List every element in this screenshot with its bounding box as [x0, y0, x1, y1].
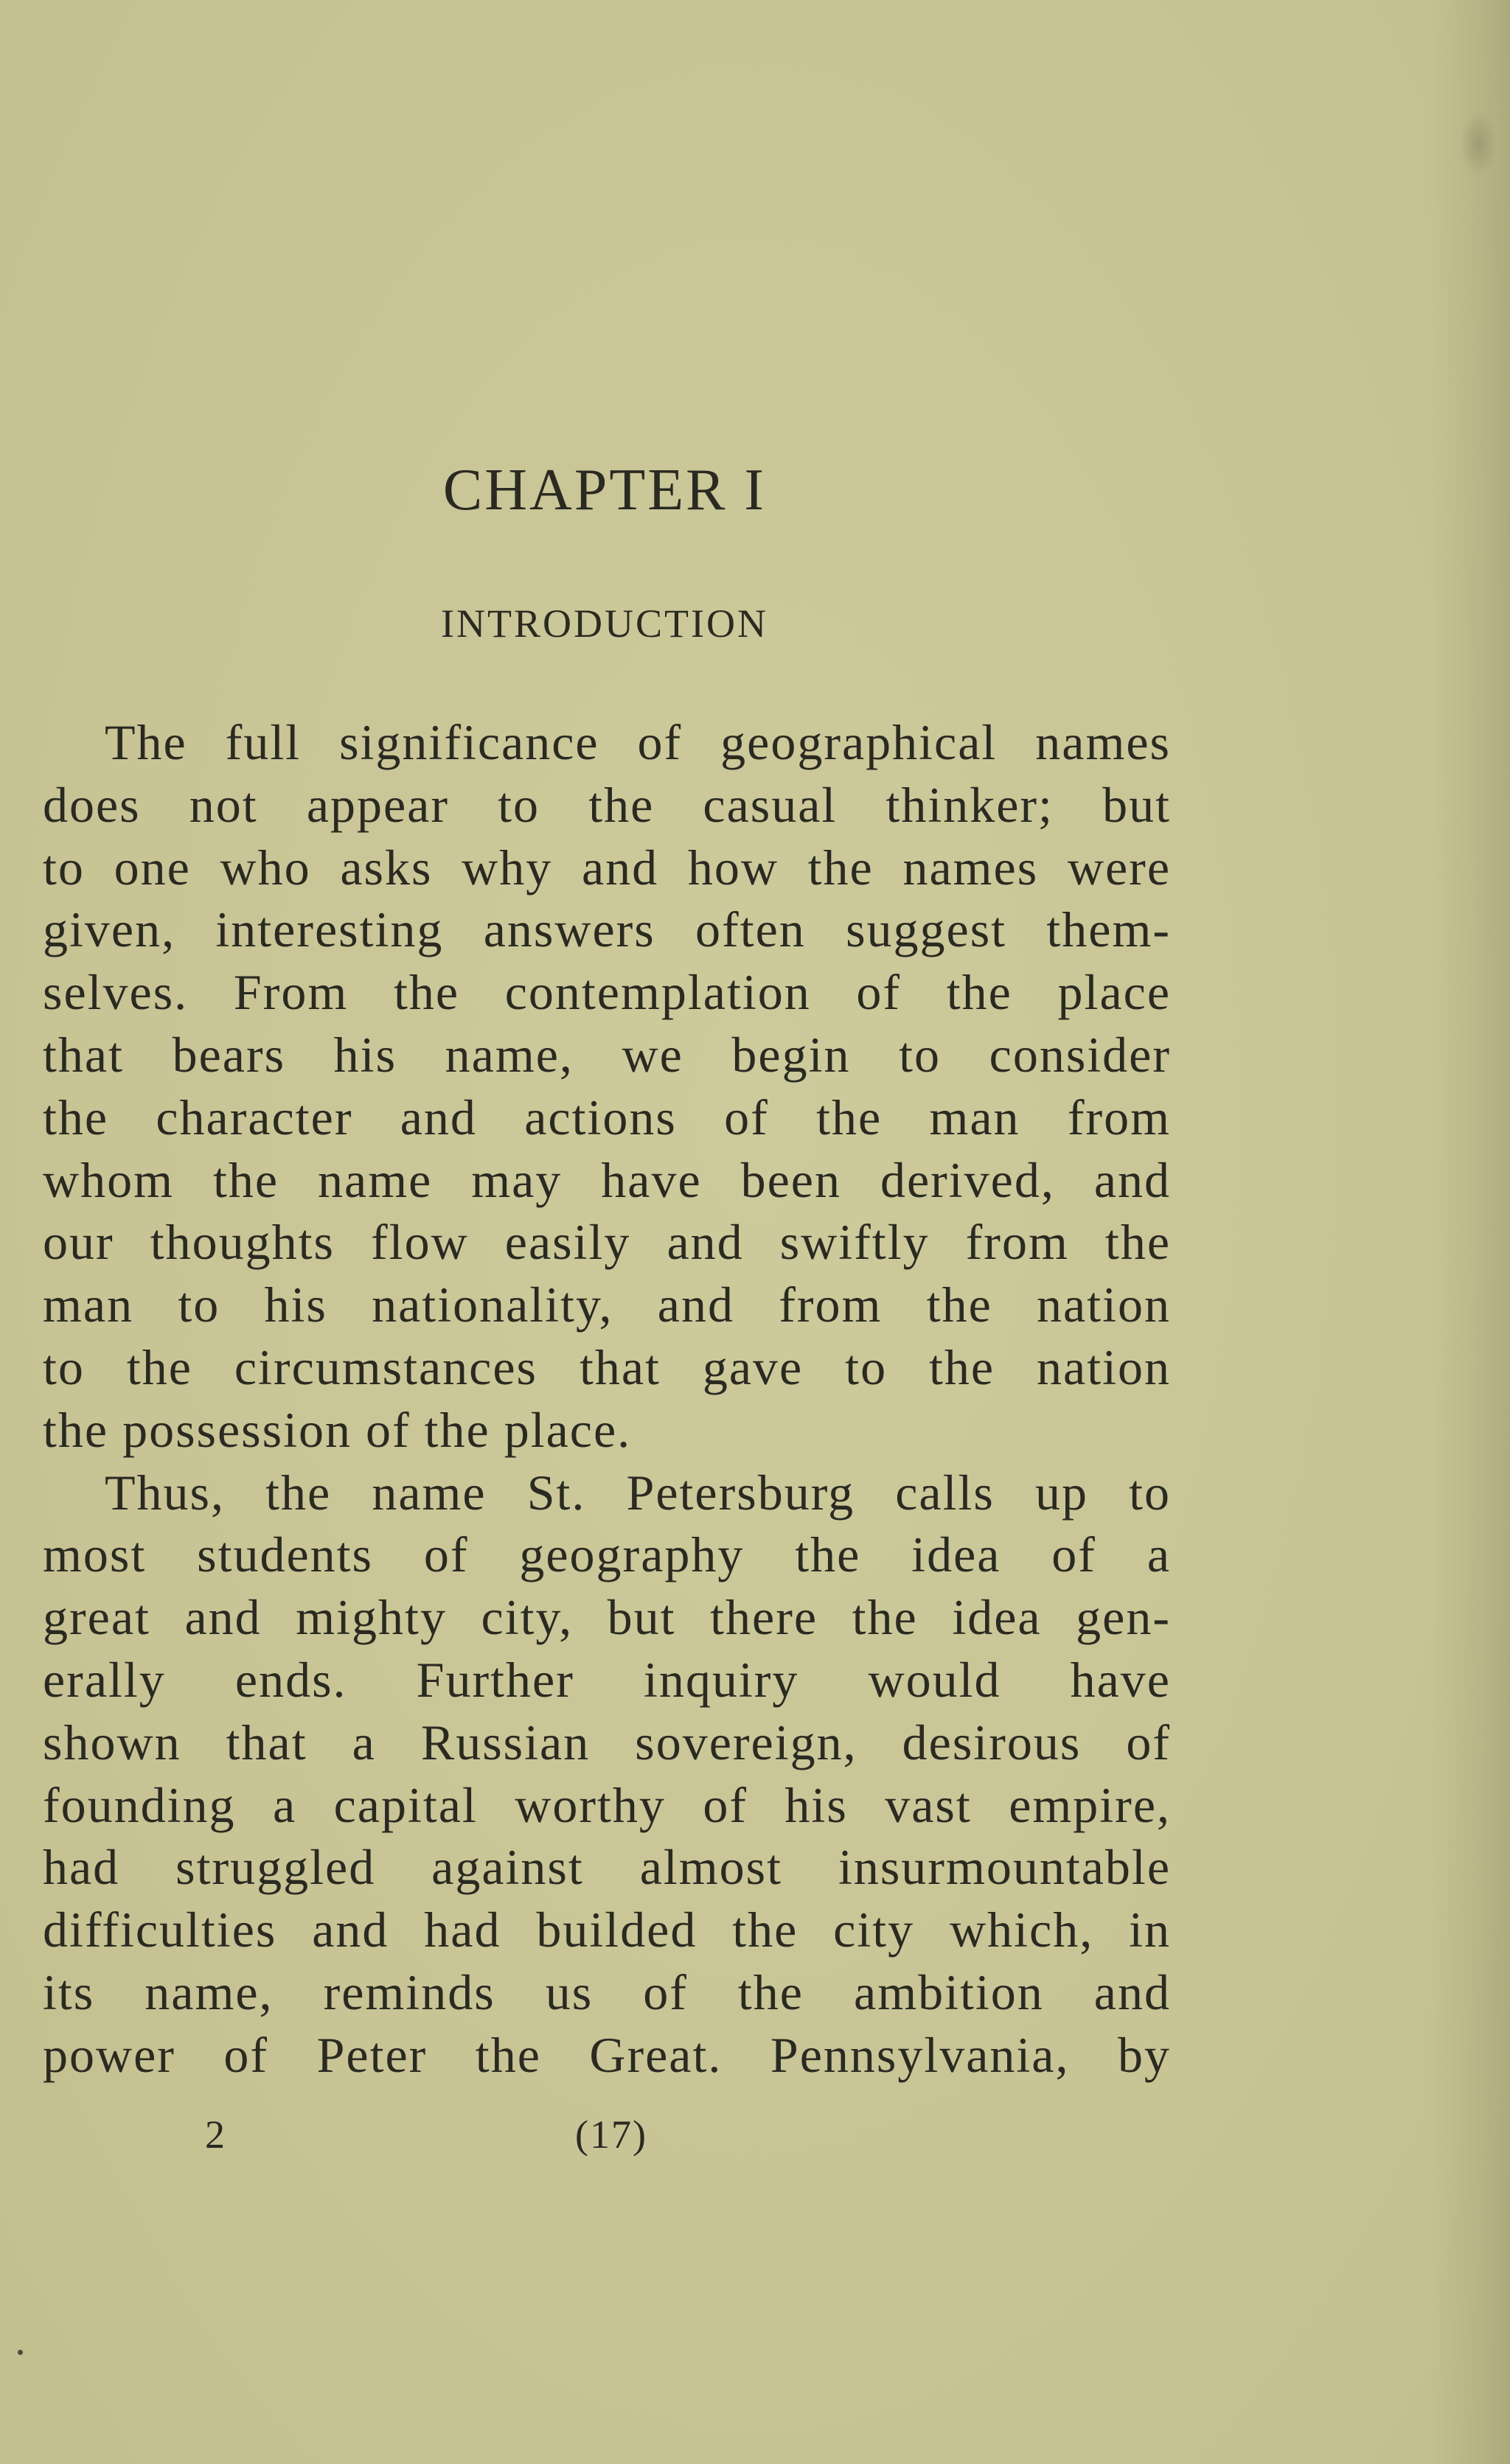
- page-edge-mark: [1460, 111, 1497, 177]
- text-line: does not appear to the casual thinker; but: [43, 776, 1171, 833]
- text-line: Thus, the name St. Petersburg calls up to: [105, 1464, 1171, 1521]
- text-line: power of Peter the Great. Pennsylvania, by: [43, 2026, 1171, 2083]
- text-line: selves. From the contemplation of the place: [43, 964, 1171, 1021]
- body-text: [43, 711, 1171, 2087]
- text-line: the character and actions of the man from: [43, 1089, 1171, 1145]
- text-line: had struggled against almost insurmountable: [43, 1839, 1171, 1896]
- text-line: that bears his name, we begin to consider: [43, 1026, 1171, 1083]
- text-line: shown that a Russian sovereign, desirous of: [43, 1714, 1171, 1770]
- text-line: its name, reminds us of the ambition and: [43, 1964, 1171, 2020]
- text-line: man to his nationality, and from the nation: [43, 1277, 1171, 1333]
- text-line: erally ends. Further inquiry would have: [43, 1651, 1171, 1708]
- text-line: to one who asks why and how the names were: [43, 839, 1171, 896]
- text-line: most students of geography the idea of a: [43, 1526, 1171, 1583]
- text-line: to the circumstances that gave to the nation: [43, 1339, 1171, 1395]
- text-line: The full significance of geographical names: [105, 714, 1171, 770]
- text-line: the possession of the place.: [43, 1401, 632, 1458]
- text-line: given, interesting answers often suggest them-: [43, 901, 1171, 958]
- text-line: our thoughts flow easily and swiftly from the: [43, 1214, 1171, 1271]
- page-speck: [18, 2350, 23, 2355]
- page-edge-shadow: [1429, 0, 1510, 2464]
- section-title: INTRODUCTION: [441, 601, 768, 646]
- signature-mark: 2: [205, 2112, 226, 2157]
- text-line: difficulties and had builded the city which, in: [43, 1902, 1171, 1958]
- text-line: founding a capital worthy of his vast empire,: [43, 1776, 1171, 1833]
- page-number: (17): [575, 2112, 647, 2157]
- text-line: whom the name may have been derived, and: [43, 1151, 1171, 1208]
- text-line: great and mighty city, but there the idea gen-: [43, 1589, 1171, 1646]
- chapter-title: CHAPTER I: [442, 458, 767, 523]
